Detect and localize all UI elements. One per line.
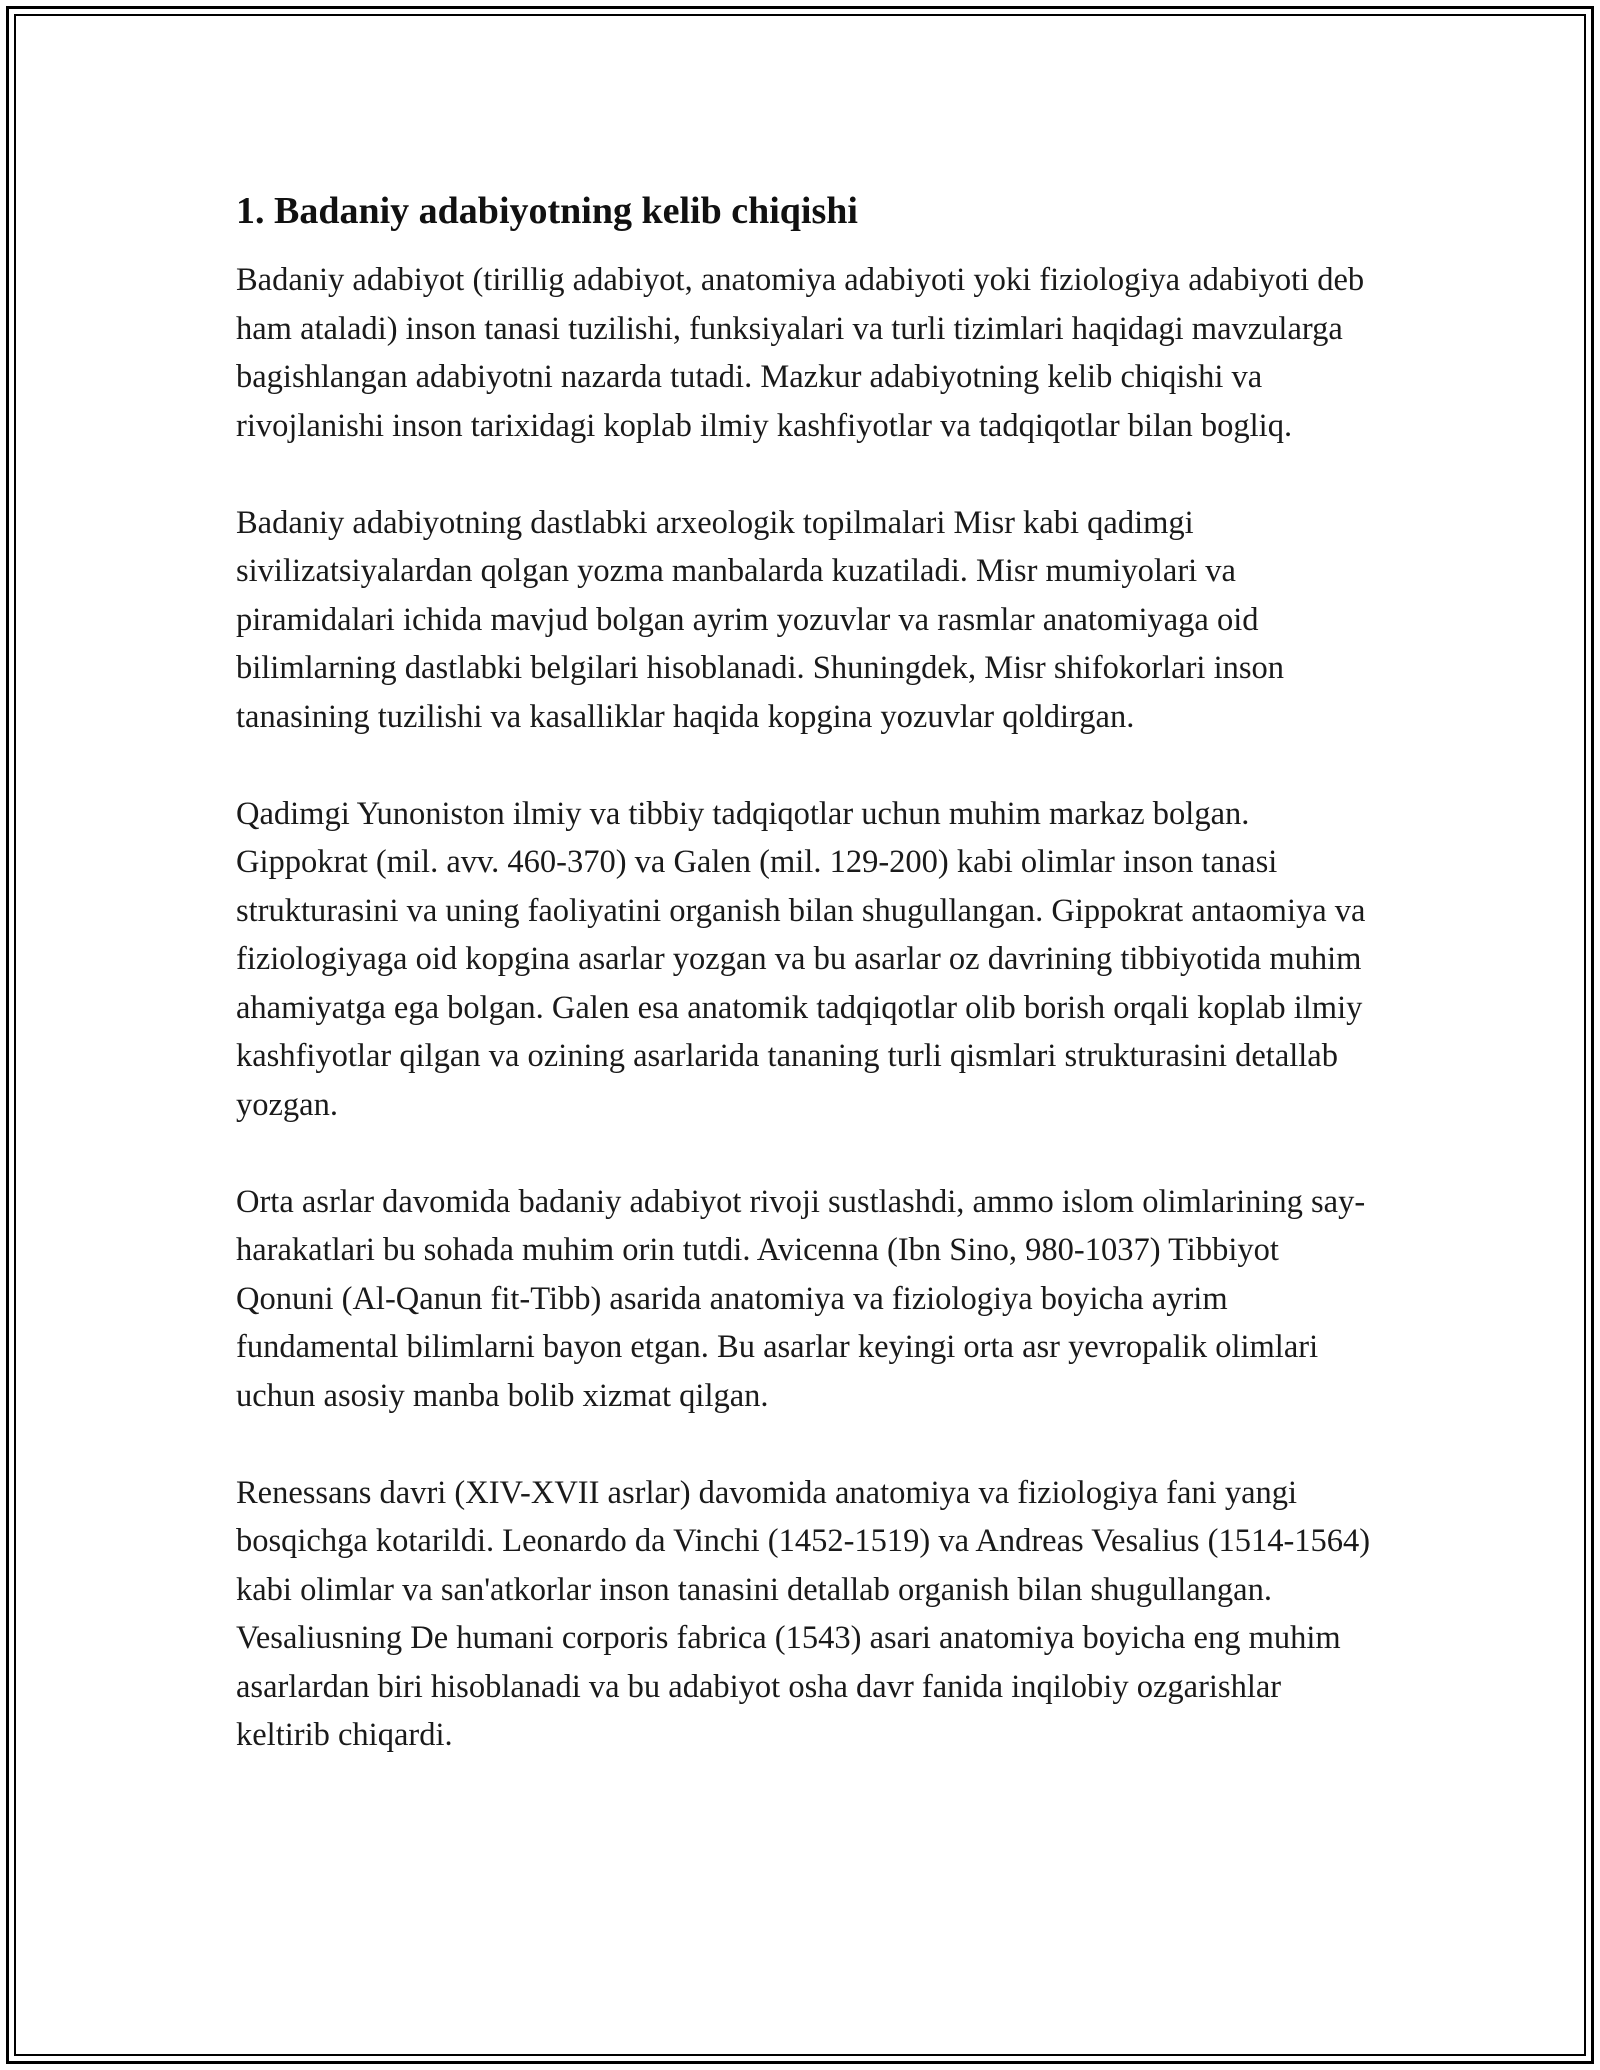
paragraph-intro: Badaniy adabiyot (tirillig adabiyot, anatomiya adabiyoti yoki fiziologiya adabiyoti deb ham ataladi) inson tanasi tuzilishi, funksiyalari va turli tizimlari haqidagi mavzularga bagishlangan adabiyotni nazarda tutadi. Mazkur adabiyotning kelib chiqishi va rivojlanishi inson tarixidagi koplab ilmiy kashfiyotlar va tadqiqotlar bilan bogliq. — [236, 262, 1365, 444]
paragraph-greece: Qadimgi Yunoniston ilmiy va tibbiy tadqiqotlar uchun muhim markaz bolgan. Gippokrat (mil. avv. 460-370) va Galen (mil. 129-200) kabi olimlar inson tanasi strukturasini va uning faoliyatini organish bilan shugullangan. Gippokrat antaomiya va fiziologiyaga oid kopgina asarlar yozgan va bu asarlar oz davrining tibbiyotida muhim ahamiyatga ega bolgan. Galen esa anatomik tadqiqotlar olib borish orqali koplab ilmiy kashfiyotlar qilgan va ozining asarlarida tananing turli qismlari strukturasini detallab yozgan. — [236, 795, 1366, 1123]
paragraph-middle-ages: Orta asrlar davomida badaniy adabiyot rivoji sustlashdi, ammo islom olimlarining say-harakatlari bu sohada muhim orin tutdi. Avicenna (Ibn Sino, 980-1037) Tibbiyot Qonuni (Al-Qanun fit-Tibb) asarida anatomiya va fiziologiya boyicha ayrim fundamental bilimlarni bayon etgan. Bu asarlar keyingi orta asr yevropalik olimlari uchun asosiy manba bolib xizmat qilgan. — [236, 1183, 1366, 1414]
paragraph-egypt: Badaniy adabiyotning dastlabki arxeologik topilmalari Misr kabi qadimgi sivilizatsiyalardan qolgan yozma manbalarda kuzatiladi. Misr mumiyolari va piramidalari ichida mavjud bolgan ayrim yozuvlar va rasmlar anatomiyaga oid bilimlarning dastlabki belgilari hisoblanadi. Shuningdek, Misr shifokorlari inson tanasining tuzilishi va kasalliklar haqida kopgina yozuvlar qoldirgan. — [236, 504, 1284, 735]
section-title: 1. Badaniy adabiyotning kelib chiqishi — [236, 190, 858, 232]
document-body — [236, 186, 1371, 1808]
paragraph-renaissance: Renessans davri (XIV-XVII asrlar) davomida anatomiya va fiziologiya fani yangi bosqichga kotarildi. Leonardo da Vinchi (1452-1519) va Andreas Vesalius (1514-1564) kabi olimlar va san'atkorlar inson tanasini detallab organish bilan shugullangan. Vesaliusning De humani corporis fabrica (1543) asari anatomiya boyicha eng muhim asarlardan biri hisoblanadi va bu adabiyot osha davr fanida inqilobiy ozgarishlar keltirib chiqardi. — [236, 1474, 1371, 1753]
